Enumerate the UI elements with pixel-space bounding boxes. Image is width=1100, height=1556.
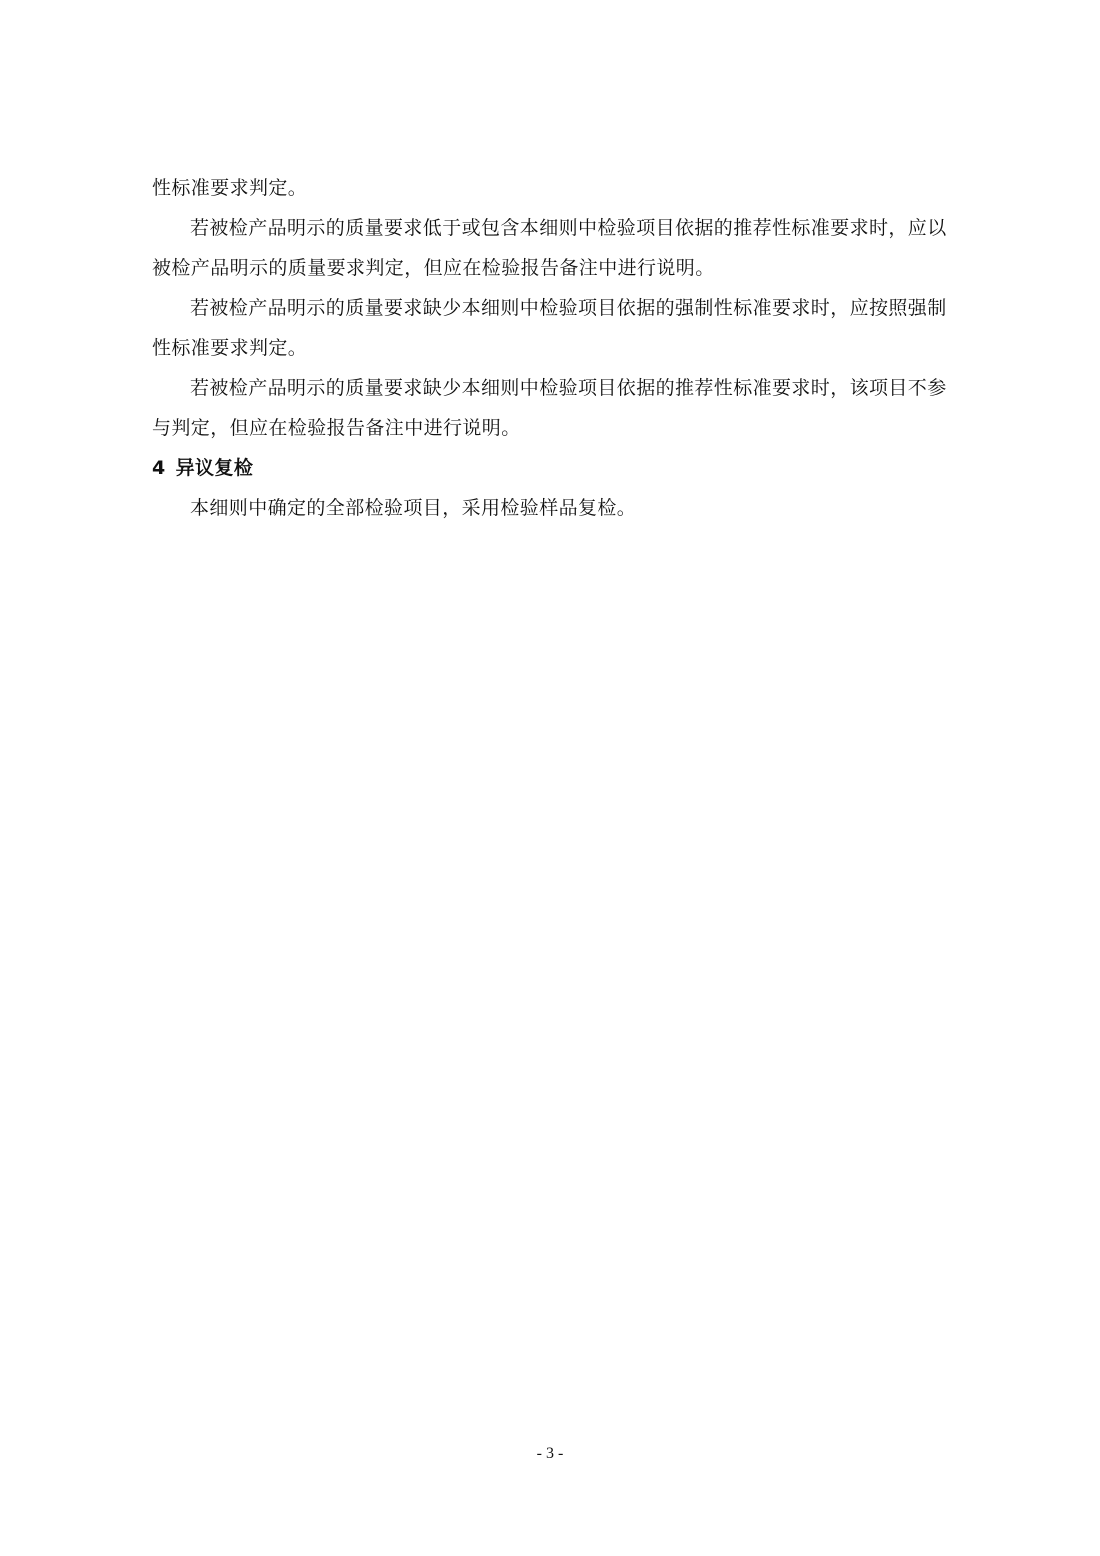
section-title: 异议复检 [175, 457, 254, 479]
document-body [152, 168, 950, 528]
paragraph-continuation-line: 性标准要求判定。 [152, 177, 308, 199]
paragraph-missing-recommended-line-2: 与判定，但应在检验报告备注中进行说明。 [152, 417, 521, 439]
paragraph-missing-mandatory-line-1: 若被检产品明示的质量要求缺少本细则中检验项目依据的强制性标准要求时，应按照强制 [190, 297, 947, 319]
paragraph-recommended-standard-line-2: 被检产品明示的质量要求判定，但应在检验报告备注中进行说明。 [152, 257, 715, 279]
page-number: - 3 - [536, 1445, 564, 1462]
paragraph-recommended-standard-line-1: 若被检产品明示的质量要求低于或包含本细则中检验项目依据的推荐性标准要求时，应以 [190, 217, 947, 239]
paragraph-missing-mandatory-line-2: 性标准要求判定。 [152, 337, 308, 359]
section-heading [152, 448, 950, 488]
paragraph-missing-recommended-line-1: 若被检产品明示的质量要求缺少本细则中检验项目依据的推荐性标准要求时，该项目不参 [190, 377, 947, 399]
section-number: 4 [152, 457, 166, 479]
section-body: 本细则中确定的全部检验项目，采用检验样品复检。 [190, 497, 637, 519]
